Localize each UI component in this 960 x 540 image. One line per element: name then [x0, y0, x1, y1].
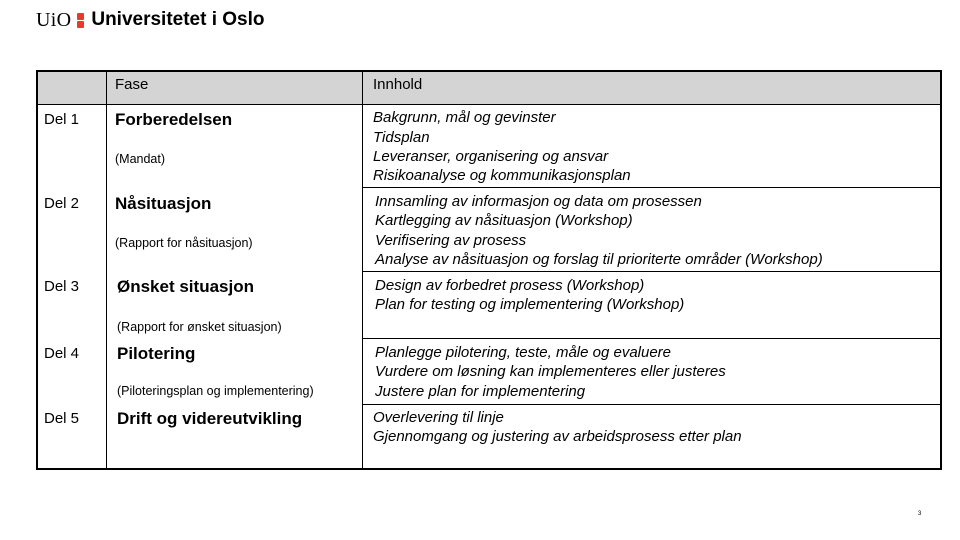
row-5-phase: Drift og videreutvikling	[117, 409, 303, 428]
row-2-deliverable: (Rapport for nåsituasjon)	[115, 236, 253, 250]
row-1-deliverable: (Mandat)	[115, 152, 166, 166]
row-4-content-1: Planlegge pilotering, teste, måle og evaluere	[375, 344, 672, 361]
page-number: 3	[918, 511, 922, 517]
row-5-content-1: Overlevering til linje	[373, 409, 504, 426]
row-3-content-2: Plan for testing og implementering (Workshop)	[375, 296, 685, 313]
row-5-part: Del 5	[44, 410, 80, 427]
row-4-deliverable: (Piloteringsplan og implementering)	[117, 384, 314, 398]
process-table	[36, 70, 942, 470]
row-1-content-3: Leveranser, organisering og ansvar	[373, 148, 609, 165]
row-2-phase: Nåsituasjon	[115, 194, 212, 213]
row-1-content-4: Risikoanalyse og kommunikasjonsplan	[373, 167, 631, 184]
row-1-content-1: Bakgrunn, mål og gevinster	[373, 109, 556, 126]
row-4-phase: Pilotering	[117, 344, 196, 363]
row-1-phase: Forberedelsen	[115, 110, 233, 129]
row-3-deliverable: (Rapport for ønsket situasjon)	[117, 320, 282, 334]
row-2-content-1: Innsamling av informasjon og data om prosessen	[375, 193, 702, 210]
row-3-content-1: Design av forbedret prosess (Workshop)	[375, 277, 645, 294]
uio-logo	[36, 9, 265, 31]
row-1-part: Del 1	[44, 111, 80, 128]
row-2-part: Del 2	[44, 195, 80, 212]
table-header-row	[36, 70, 942, 104]
row-4-part: Del 4	[44, 345, 80, 362]
row-5-content-2: Gjennomgang og justering av arbeidsprosess etter plan	[373, 428, 742, 445]
row-2-content-4: Analyse av nåsituasjon og forslag til prioriterte områder (Workshop)	[375, 251, 823, 268]
row-1-content-2: Tidsplan	[373, 129, 430, 146]
logo-abbr: UiO	[36, 8, 72, 31]
row-3-part: Del 3	[44, 278, 80, 295]
row-3-phase: Ønsket situasjon	[117, 277, 254, 296]
logo-mark-icon	[77, 11, 85, 29]
row-4-content-3: Justere plan for implementering	[375, 383, 586, 400]
header-phase: Fase	[115, 76, 149, 93]
row-2-content-3: Verifisering av prosess	[375, 232, 527, 249]
row-4-content-2: Vurdere om løsning kan implementeres eller justeres	[375, 363, 726, 380]
logo-name: Universitetet i Oslo	[91, 9, 265, 30]
header-content: Innhold	[373, 76, 423, 93]
row-2-content-2: Kartlegging av nåsituasjon (Workshop)	[375, 212, 633, 229]
